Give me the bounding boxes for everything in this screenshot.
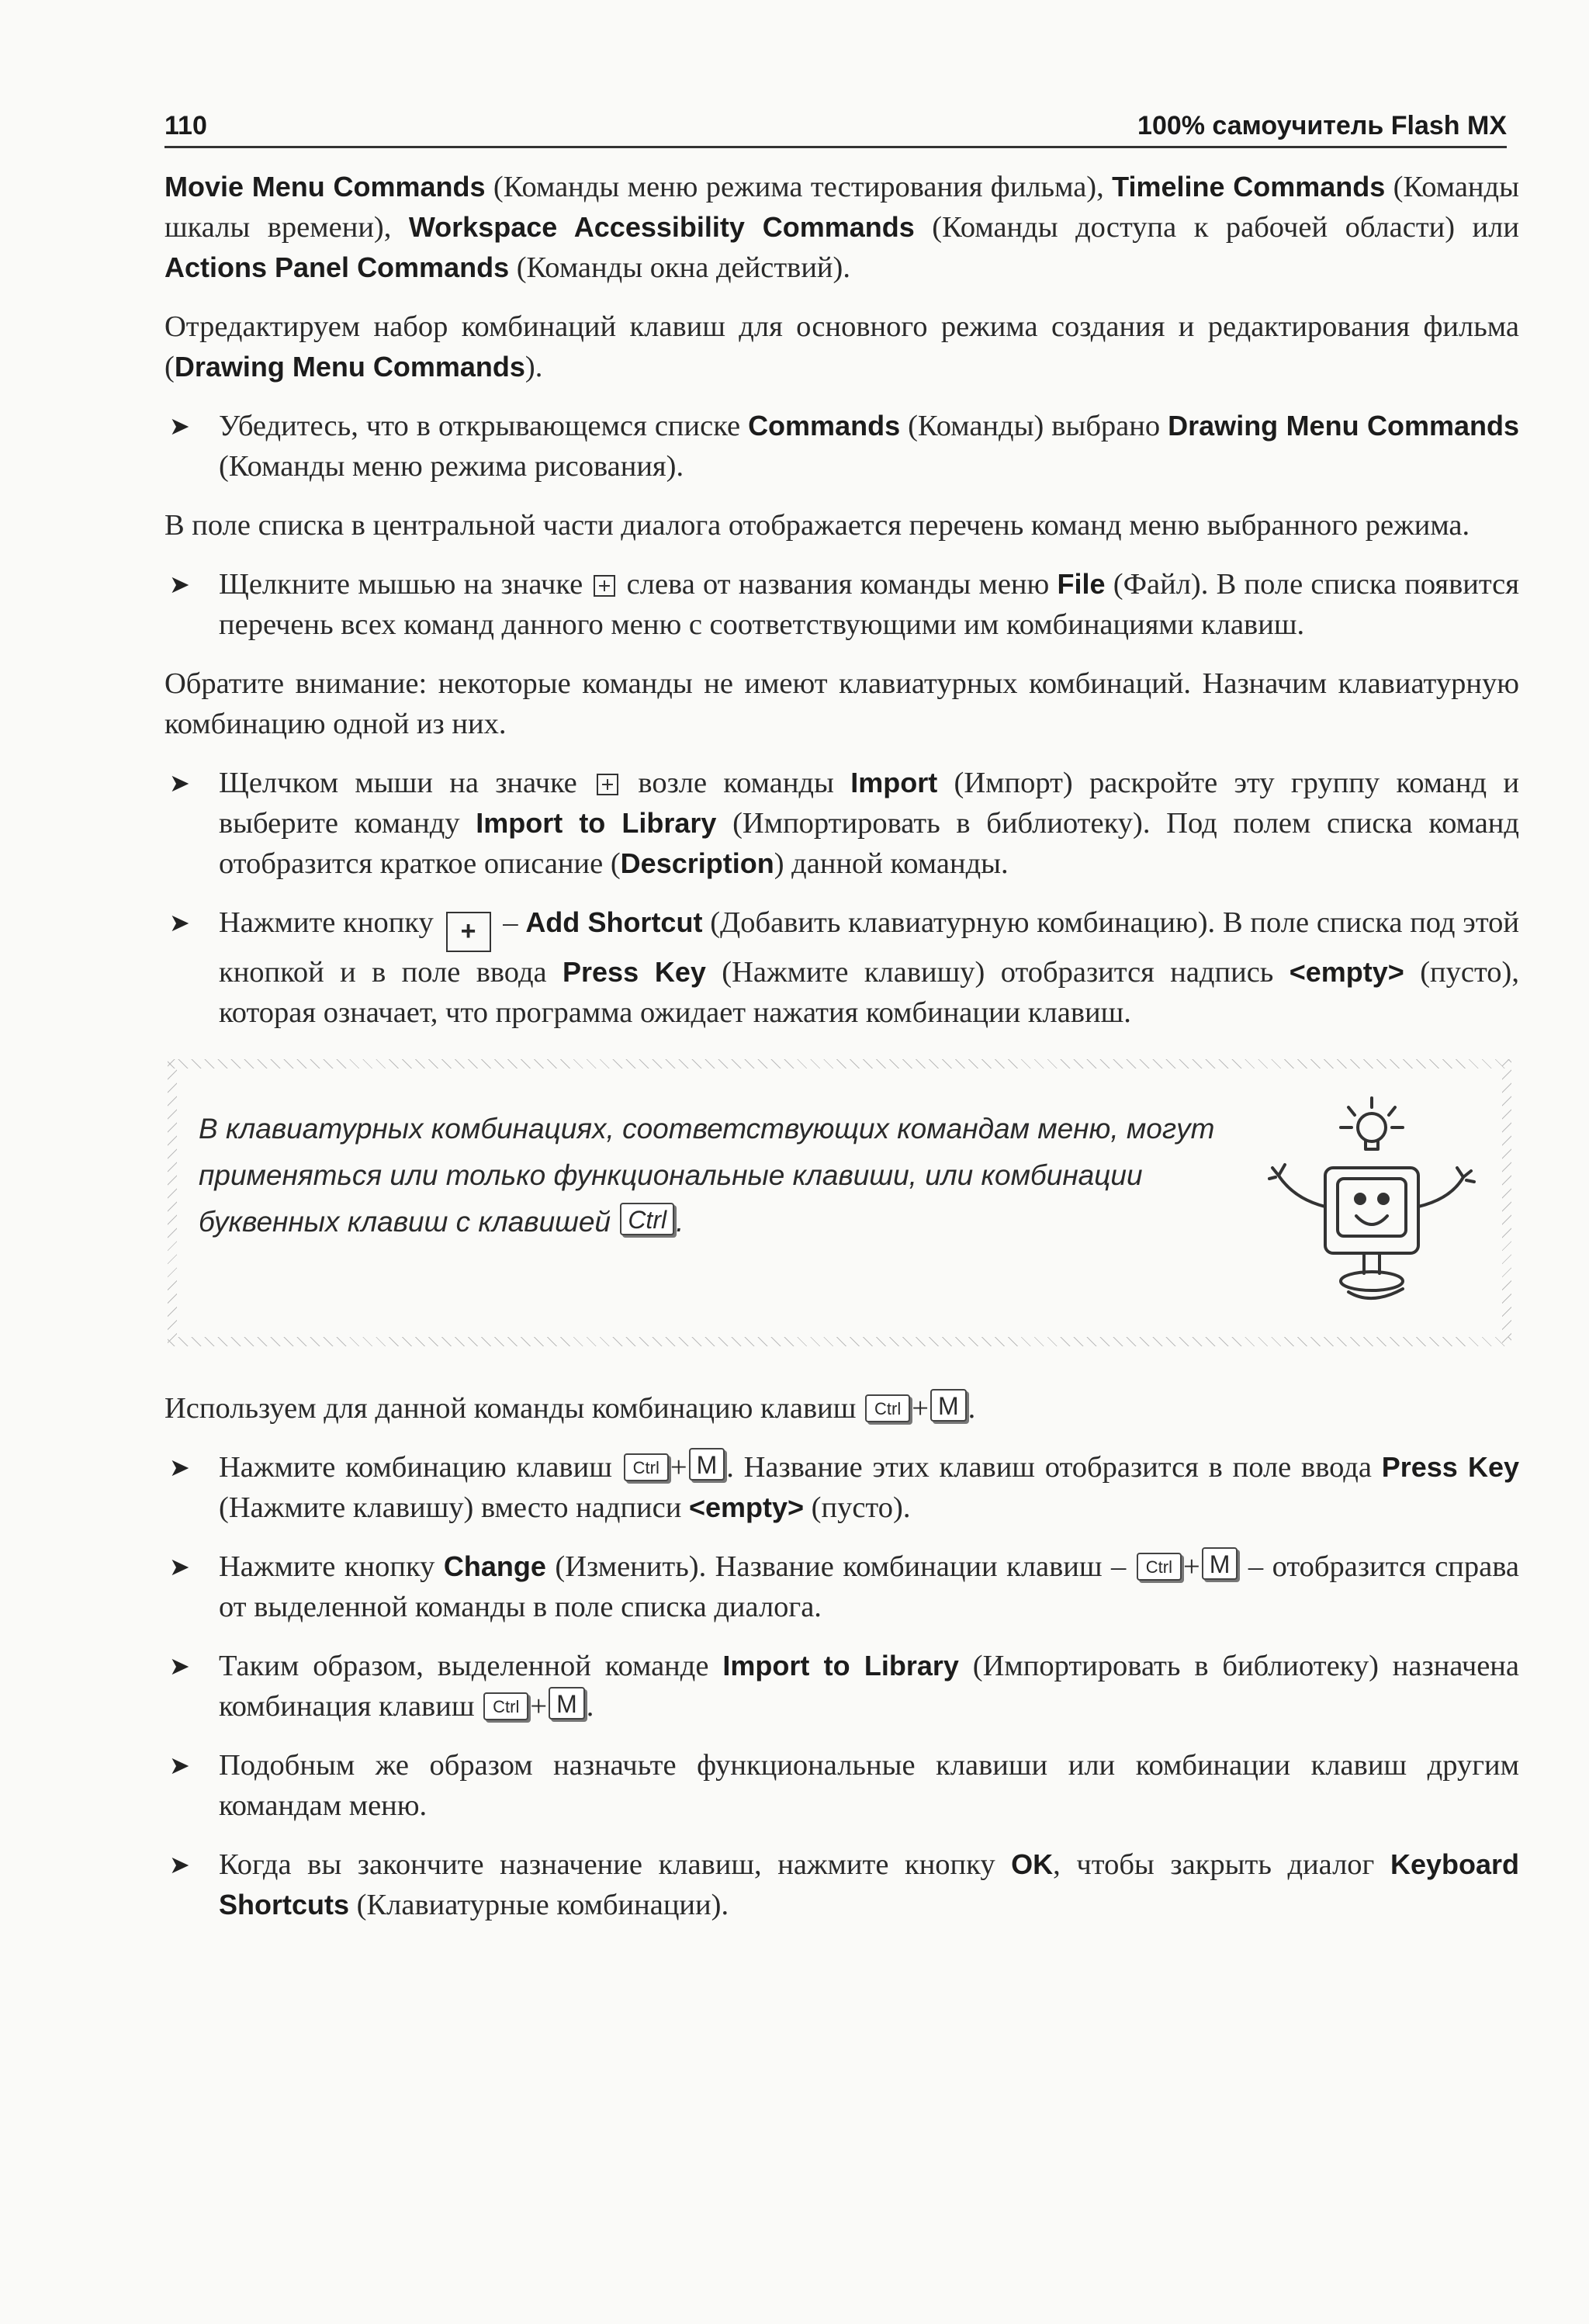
text: (Нажмите клавишу) вместо надписи <box>219 1491 689 1524</box>
paragraph-4: Обратите внимание: некоторые команды не имеют клавиатурных комбинаций. Назначим клавиатурную комбинацию одной из них. <box>164 667 1519 740</box>
term: Press Key <box>563 956 706 988</box>
text: (Команды окна действий). <box>509 251 850 284</box>
text: . Название этих клавиш отобразится в поле ввода <box>726 1451 1382 1484</box>
term: Description <box>620 847 774 879</box>
text: (Команды меню режима рисования). <box>219 450 684 483</box>
term: File <box>1057 568 1106 600</box>
text: (Нажмите клавишу) отобразится надпись <box>705 956 1290 989</box>
text: возле команды <box>621 767 851 799</box>
term: Change <box>443 1550 546 1582</box>
text: (Импортировать в библиотеку) назначена комбинация клавиш <box>219 1650 1519 1723</box>
text: слева от названия команды меню <box>618 568 1058 601</box>
text: Когда вы закончите назначение клавиш, нажмите кнопку <box>219 1848 1012 1881</box>
text: (Клавиатурные комбинации). <box>349 1889 729 1921</box>
term: Keyboard Shortcuts <box>219 1848 1519 1921</box>
ctrl-key-icon: Ctrl <box>624 1453 669 1481</box>
term: Drawing Menu Commands <box>1168 410 1519 442</box>
paragraph-3: В поле списка в центральной части диалога отображается перечень команд меню выбранного режима. <box>164 509 1470 542</box>
page-body <box>164 167 1519 1944</box>
bullet-arrow-icon: ➤ <box>169 570 190 598</box>
term: Movie Menu Commands <box>164 171 486 203</box>
text: (Добавить клавиатурную комбинацию). В поле списка под этой кнопкой и в поле ввода <box>219 906 1519 989</box>
text: Нажмите комбинацию клавиш <box>219 1451 622 1484</box>
bullet-item-7 <box>164 1646 1519 1727</box>
plus-sign: + <box>1183 1550 1200 1583</box>
term: Commands <box>748 410 901 442</box>
text: Используем для данной команды комбинацию клавиш <box>164 1392 864 1425</box>
term: Add Shortcut <box>525 906 703 938</box>
term: Import <box>850 767 938 798</box>
term: Press Key <box>1381 1451 1519 1483</box>
plus-sign: + <box>530 1690 548 1723</box>
m-key-icon: M <box>689 1448 725 1481</box>
text: ) данной команды. <box>774 847 1009 880</box>
text: . <box>968 1392 976 1425</box>
text: Подобным же образом назначьте функциональные клавиши или комбинации клавиш другим командам меню. <box>219 1749 1519 1822</box>
paragraph-1 <box>164 167 1519 288</box>
text: Щелчком мыши на значке <box>219 767 594 799</box>
text: (Команды доступа к рабочей области) или <box>914 211 1519 244</box>
text: (пусто). <box>804 1491 911 1524</box>
term: Import to Library <box>476 807 717 839</box>
expand-plus-icon <box>597 774 618 795</box>
term: Drawing Menu Commands <box>174 351 525 383</box>
bullet-item-2 <box>164 564 1519 645</box>
bullet-arrow-icon: ➤ <box>169 1851 190 1879</box>
term: Timeline Commands <box>1112 171 1386 203</box>
bullet-arrow-icon: ➤ <box>169 769 190 797</box>
bullet-arrow-icon: ➤ <box>169 1453 190 1481</box>
bullet-item-6 <box>164 1546 1519 1627</box>
m-key-icon: M <box>1202 1547 1238 1580</box>
term: OK <box>1011 1848 1054 1880</box>
text: (Команды шкалы времени), <box>164 171 1519 244</box>
text: (Файл). В поле списка появится перечень всех команд данного меню с соответствующими им комбинациями клавиш. <box>219 568 1519 641</box>
ctrl-key-icon: Ctrl <box>1137 1553 1182 1581</box>
text: (Импорт) раскройте эту группу команд и выберите команду <box>219 767 1519 840</box>
text: В клавиатурных комбинациях, соответствующих командам меню, могут применяться или только функциональные клавиши, или комбинации буквенных клавиш с клавишей <box>199 1113 1215 1238</box>
book-title: 100% самоучитель Flash MX <box>1137 111 1507 140</box>
note-text <box>199 1106 1238 1245</box>
bullet-item-4 <box>164 902 1519 1033</box>
text: – <box>495 906 526 939</box>
text: Щелкните мышью на значке <box>219 568 591 601</box>
bullet-item-8 <box>164 1745 1519 1826</box>
plus-sign: + <box>912 1392 929 1425</box>
term: Import to Library <box>722 1650 959 1682</box>
text: ). <box>524 351 543 383</box>
bullet-item-9 <box>164 1844 1519 1925</box>
m-key-icon: M <box>930 1389 967 1422</box>
text: Отредактируем набор комбинаций клавиш для основного режима создания и редактирования фильма ( <box>164 310 1519 383</box>
text: (Изменить). Название комбинации клавиш – <box>545 1550 1135 1583</box>
text: Таким образом, выделенной команде <box>219 1650 723 1682</box>
bullet-item-1 <box>164 406 1519 487</box>
add-shortcut-button-icon: + <box>446 912 491 952</box>
bullet-item-3 <box>164 763 1519 884</box>
computer-mascot-icon <box>1248 1090 1480 1315</box>
paragraph-5 <box>164 1388 1519 1429</box>
text: (Импортировать в библиотеку). Под полем списка команд отобразится краткое описание ( <box>219 807 1519 880</box>
bullet-arrow-icon: ➤ <box>169 1751 190 1779</box>
text: (Команды) выбрано <box>900 410 1168 442</box>
text: – отобразится справа от выделенной команды в поле списка диалога. <box>219 1550 1520 1623</box>
ctrl-key-icon: Ctrl <box>865 1394 910 1422</box>
bullet-arrow-icon: ➤ <box>169 412 190 440</box>
paragraph-2 <box>164 307 1519 387</box>
page-number: 110 <box>164 111 207 140</box>
note-box <box>160 1051 1519 1354</box>
term: <empty> <box>1289 956 1404 988</box>
text: Нажмите кнопку <box>219 1550 444 1583</box>
m-key-icon: M <box>549 1687 585 1720</box>
bullet-item-5 <box>164 1447 1519 1528</box>
text: . <box>586 1690 594 1723</box>
text: (Команды меню режима тестирования фильма), <box>485 171 1113 203</box>
ctrl-key-icon: Ctrl <box>620 1203 674 1235</box>
text: , чтобы закрыть диалог <box>1053 1848 1390 1881</box>
text: . <box>676 1206 684 1238</box>
text: (пусто), которая означает, что программа ожидает нажатия комбинации клавиш. <box>219 956 1519 1029</box>
bullet-arrow-icon: ➤ <box>169 909 190 937</box>
term: Actions Panel Commands <box>164 251 510 283</box>
bullet-arrow-icon: ➤ <box>169 1553 190 1581</box>
term: Workspace Accessibility Commands <box>408 211 915 243</box>
text: Нажмите кнопку <box>219 906 441 939</box>
text: Убедитесь, что в открывающемся списке <box>219 410 749 442</box>
bullet-arrow-icon: ➤ <box>169 1652 190 1680</box>
term: <empty> <box>688 1491 805 1523</box>
page-header <box>164 99 1507 148</box>
plus-sign: + <box>670 1451 687 1484</box>
expand-plus-icon <box>594 575 615 597</box>
ctrl-key-icon: Ctrl <box>483 1692 528 1720</box>
